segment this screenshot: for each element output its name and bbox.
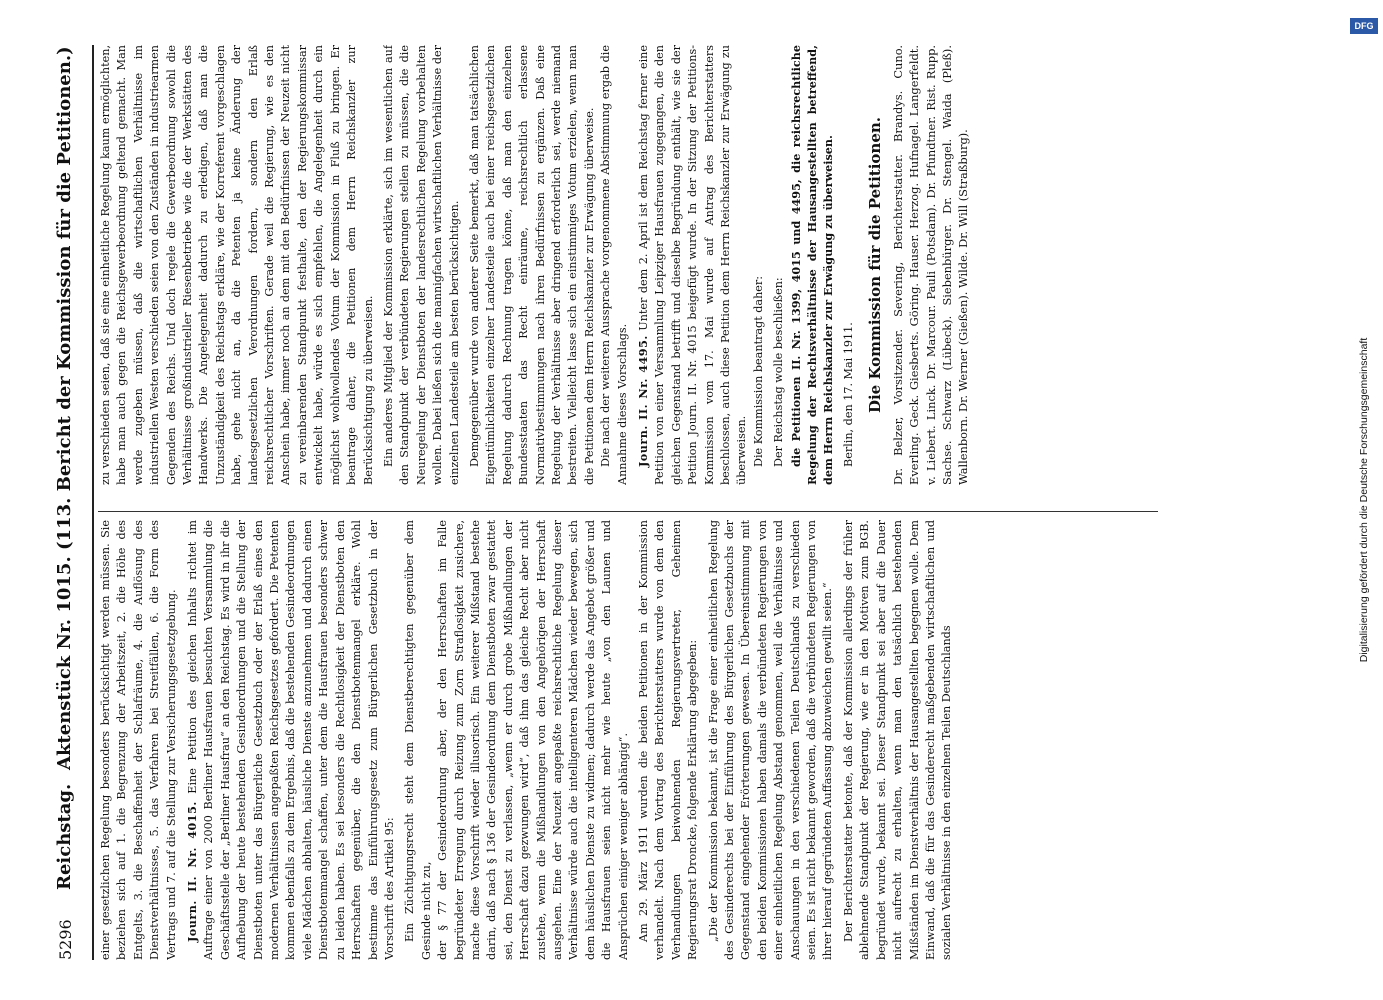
paragraph: Ein anderes Mitglied der Kommission erklärte, sich im wesentlichen auf den Standpunkt der verbündeten Regierungen stellen zu müssen, die die Neuregelung der Dienstboten der landesrechtlichen Regelung vorbehalten wollen. Dabei ließen sich die mannigfachen wirtschaftlichen Verhältnisse der einzelnen Landesteile am besten berücksichtigen. <box>381 45 461 485</box>
government-statement: „Die der Kommission bekannt, ist die Frage einer einheitlichen Regelung des Gesinderechts bei der Einführung des Bürgerlichen Gesetzbuchs der Gegenstand eingehender Erörterungen gewesen. In Übereinstimmung mit den beiden Kommissionen haben damals die verbündeten Regierungen von einer einheitlichen Regelung Abstand genommen, weil die Verhältnisse und Anschauungen in den verschiedenen Teilen Deutschlands zu verschieden seien. Es ist nicht bekannt geworden, daß die verbündeten Regierungen von ihrer hierauf gegründeten Auffassung abzuweichen gewillt seien.“ <box>706 520 835 960</box>
right-column <box>98 45 1278 485</box>
dfg-logo: DFG <box>1350 18 1378 34</box>
column-divider <box>98 511 1158 512</box>
paragraph: der § 77 der Gesindeordnung aber, der den Herrschaften im Falle begründeter Erregung durch Reizung zum Zorn Straflosigkeit zusichere, mache diese Vorschrift wieder illusorisch. Ein weiterer Mißstand bestehe darin, daß nach § 136 der Gesindeordnung dem Dienstboten zwar gestattet sei, den Dienst zu verlassen, „wenn er durch grobe Mißhandlungen der Herrschaft dazu gezwungen wird“, daß ihm das gleiche Recht aber nicht zustehe, wenn die Mißhandlungen von den Angehörigen der Herrschaft ausgehen. Eine der Neuzeit angepaßte reichsrechtliche Regelung dieser Verhältnisse würde auch die intelligenteren Mädchen wieder bewegen, sich dem häuslichen Dienste zu widmen; dadurch werde das Angebot größer und die Hausfrauen seien nicht mehr wie heute „von den Launen und Ansprüchen einiger weniger abhängig“. <box>436 520 630 960</box>
left-column <box>98 520 1158 960</box>
journal-reference: Journ. II. Nr. 4495. <box>636 335 650 467</box>
paragraph: zu verschieden seien, daß sie eine einheitliche Regelung kaum ermöglichten, habe man auch gegen die Reichsgewerbeordnung geltend gemacht. Man werde zugeben müssen, daß die wirtschaftlichen Verhältnisse im industriellen Westen verschieden seien von den Zuständen in industriearmen Gegenden des Reichs. Und doch regele die Gewerbeordnung sowohl die Verhältnisse großindustrieller Riesenbetriebe wie die der Werkstätten des Handwerks. Die Angelegenheit dadurch zu erledigen, daß man die Unzuständigkeit des Reichstags erkläre, wie der Korreferent vorgeschlagen habe, gehe nicht an, da die Petenten ja keine Änderung der landesgesetzlichen Verordnungen fordern, sondern den Erlaß reichsrechtlicher Vorschriften. Gerade weil die Regierung, wie es den Anschein habe, immer noch an dem mit den Bedürfnissen der Neuzeit nicht zu vereinbarenden Standpunkt festhalte, den der Regierungskommissar entwickelt habe, würde es sich empfehlen, die Angelegenheit durch ein möglichst wohlwollendes Votum der Kommission in Fluß zu bringen. Er beantrage daher, die Petitionen dem Herrn Reichskanzler zur Berücksichtigung zu überweisen. <box>99 45 375 485</box>
paragraph <box>184 520 398 960</box>
header-rule <box>92 45 94 960</box>
quotation: Ein Züchtigungsrecht steht dem Dienstberechtigten gegenüber dem Gesinde nicht zu, <box>403 520 433 960</box>
digitization-credit: Digitalisierung gefördert durch die Deutsche Forschungsgemeinschaft <box>1358 337 1370 663</box>
paragraph: einer gesetzlichen Regelung besonders berücksichtigt werden müssen. Sie beziehen sich auf 1. die Begrenzung der Arbeitszeit, 2. die Höhe des Entgelts, 3. die Beschaffenheit der Schlafräume, 4. die Auflösung des Dienstverhältnisses, 5. das Verfahren bei Streitfällen, 6. die Form des Vertrags und 7. auf die Stellung zur Versicherungsgesetzgebung. <box>99 520 178 960</box>
page-number: 5296 <box>56 919 75 960</box>
header-report-title: (113. Bericht der Kommission für die Petitionen.) <box>54 46 75 550</box>
paragraph-text: Unter dem 2. April ist dem Reichstag ferner eine Petition von einer Versammlung Leipziger Hausfrauen zugegangen, die den gleichen Gegenstand betrifft und dieselbe Begründung enthält, wie sie der Petition Journ. II. Nr. 4015 beigefügt wurde. In der Sitzung der Petitions-Kommission vom 17. Mai wurde auf Antrag des Berichterstatters beschlossen, auch diese Petition dem Herrn Reichskanzler zur Erwägung zu überweisen. <box>637 45 749 485</box>
journal-reference: Journ. II. Nr. 4015. <box>185 801 200 942</box>
date-line: Berlin, den 17. Mai 1911. <box>841 322 855 467</box>
page-header <box>50 40 90 960</box>
paragraph: Demgegenüber wurde von anderer Seite bemerkt, daß man tatsächlichen Eigentümlichkeiten einzelner Landesteile auch bei einer reichsgesetzlichen Regelung dadurch Rechnung tragen könne, daß man den einzelnen Bundesstaaten das Recht einräume, reichsrechtlich erlassene Normativbestimmungen nach ihren Bedürfnissen zu ergänzen. Daß eine Regelung der Verhältnisse aber dringend erforderlich sei, werde niemand bestreiten. Vielleicht lasse sich ein einstimmiges Votum erzielen, wenn man die Petitionen dem Herrn Reichskanzler zur Erwägung überweise. <box>467 45 596 485</box>
motion-text: die Petitionen II. Nr. 1399, 4015 und 4495, die reichsrechtliche Regelung der Rechtsverhältnisse der Hausangestellten betreffend, dem Herrn Reichskanzler zur Erwägung zu überweisen. <box>788 45 836 485</box>
paragraph: Am 29. März 1911 wurden die beiden Petitionen in der Kommission verhandelt. Nach dem Vortrag des Berichterstatters wurde von dem den Verhandlungen beiwohnenden Regierungsvertreter, Geheimen Regierungsrat Droncke, folgende Erklärung abgegeben: <box>637 520 700 960</box>
commission-members: Dr. Belzer, Vorsitzender. Severing, Berichterstatter. Brandys. Cuno. Everling. Geck. Giesberts. Göring. Hauser. Herzog. Hufnagel. Langerfeldt. v. Liebert. Linck. Dr. Marcour. Pauli (Potsdam). Dr. Pfundtner. Rist. Rupp. Sachse. Schwarz (Lübeck). Siebenbürger. Dr. Stengel. Waida (Pleß). Wallenborn. Dr. Werner (Gießen). Wilde. Dr. Will (Straßburg). <box>890 45 971 485</box>
paragraph <box>635 45 751 485</box>
paragraph: Die nach der weiteren Aussprache vorgenommene Abstimmung ergab die Annahme dieses Vorschlags. <box>599 45 629 485</box>
header-aktenstueck: Aktenstück Nr. 1015. <box>54 556 75 770</box>
motion-intro: Die Kommission beantragt daher: <box>751 275 765 467</box>
paragraph-text: Eine Petition des gleichen Inhalts richtet im Auftrage einer von 2000 Berliner Hausfrauen besuchten Versammlung die Geschäftsstelle der „Berliner Hausfrau“ an den Reichstag. Es wird in ihr die Aufhebung der heute bestehenden Gesindeordnungen und die Stellung der Dienstboten unter das Bürgerliche Gesetzbuch oder der Erlaß eines den modernen Verhältnissen angepaßten Reichsgesetzes gefordert. Die Petenten kommen ebenfalls zu dem Ergebnis, daß die bestehenden Gesindeordnungen viele Mädchen abhalten, häusliche Dienste anzunehmen und dadurch einen Dienstbotenmangel schaffen, unter dem die Hausfrauen besonders schwer zu leiden haben. Es sei besonders die Rechtlosigkeit der Dienstboten den Herrschaften gegenüber, die den Dienstbotenmangel erkläre. Wohl bestimme das Einführungsgesetz zum Bürgerlichen Gesetzbuch in der Vorschrift des Artikel 95: <box>186 520 396 960</box>
motion-resolution-intro: Der Reichstag wolle beschließen: <box>772 277 786 467</box>
paragraph: Der Berichterstatter betonte, daß der Kommission allerdings der früher ablehnende Standpunkt der Regierung, wie er in den Motiven zum BGB. begründet wurde, bekannt sei. Dieser Standpunkt sei aber auf die Dauer nicht aufrecht zu erhalten, wenn man den tatsächlich bestehenden Mißständen im Dienstverhältnis der Hausangestellten begegnen wolle. Dem Einwand, daß die für das Gesinderecht maßgebenden wirtschaftlichen und sozialen Verhältnisse in den einzelnen Teilen Deutschlands <box>841 520 954 960</box>
header-title-reichstag: Reichstag. <box>54 783 75 890</box>
commission-heading: Die Kommission für die Petitionen. <box>866 116 885 414</box>
